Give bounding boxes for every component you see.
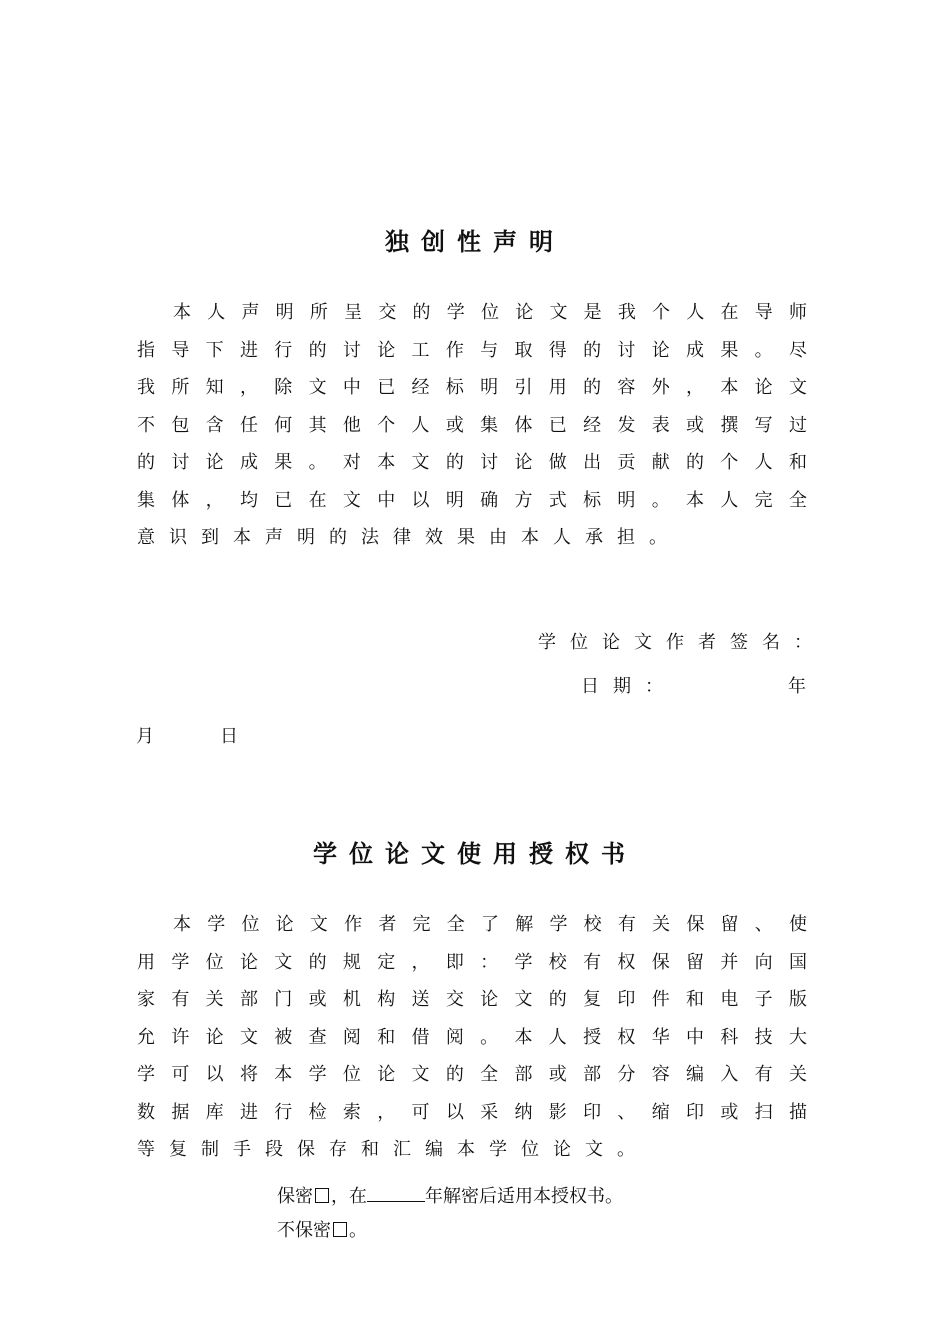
- authorization-line: 本学位论文作者完全了解学校有关保留、使: [173, 914, 807, 935]
- authorization-line: 学可以将本学位论文的全部或部分容编入有关: [137, 1064, 807, 1085]
- declaration-title: 独创性声明: [385, 227, 565, 256]
- authorization-body: [137, 906, 807, 1169]
- authorization-line: 允许论文被查阅和借阅。本人授权华中科技大: [137, 1026, 807, 1048]
- secret-label: 保密: [277, 1186, 313, 1207]
- author-signature-label: 学位论文作者签名：: [538, 632, 826, 653]
- declaration-body: [137, 294, 807, 557]
- declaration-line: 不包含任何其他个人或集体已经发表或撰写过: [137, 414, 807, 436]
- secret-option: [277, 1182, 623, 1208]
- declaration-line: 我所知，除文中已经标明引用的容外，本论文: [137, 377, 807, 398]
- declaration-line: 的讨论成果。对本文的讨论做出贡献的个人和: [137, 452, 807, 473]
- not-secret-option: [277, 1216, 367, 1242]
- not-secret-checkbox[interactable]: [333, 1222, 347, 1237]
- secret-checkbox[interactable]: [315, 1188, 329, 1203]
- year-label: 年: [788, 676, 806, 697]
- authorization-line: 数据库进行检索，可以采纳影印、缩印或扫描: [137, 1101, 807, 1123]
- declaration-line: 意识到本声明的法律效果由本人承担。: [137, 527, 681, 548]
- month-label: 月: [136, 726, 154, 747]
- authorization-line: 等复制手段保存和汇编本学位论文。: [137, 1139, 649, 1160]
- authorization-line: 用学位论文的规定，即：学校有权保留并向国: [137, 951, 807, 973]
- not-secret-label: 不保密: [277, 1220, 331, 1241]
- authorization-line: 家有关部门或机构送交论文的复印件和电子版: [137, 989, 807, 1010]
- secret-suffix: 年解密后适用本授权书。: [425, 1186, 623, 1207]
- year-blank[interactable]: [367, 1185, 425, 1202]
- declaration-line: 集体，均已在文中以明确方式标明。本人完全: [137, 489, 807, 511]
- date-label: 日期：: [581, 676, 677, 697]
- not-secret-end: 。: [349, 1220, 367, 1241]
- authorization-title: 学位论文使用授权书: [313, 839, 637, 868]
- day-label: 日: [220, 726, 238, 747]
- declaration-line: 指导下进行的讨论工作与取得的讨论成果。尽: [137, 339, 807, 361]
- declaration-line: 本人声明所呈交的学位论文是我个人在导师: [173, 302, 807, 323]
- secret-in: ，在: [331, 1186, 367, 1207]
